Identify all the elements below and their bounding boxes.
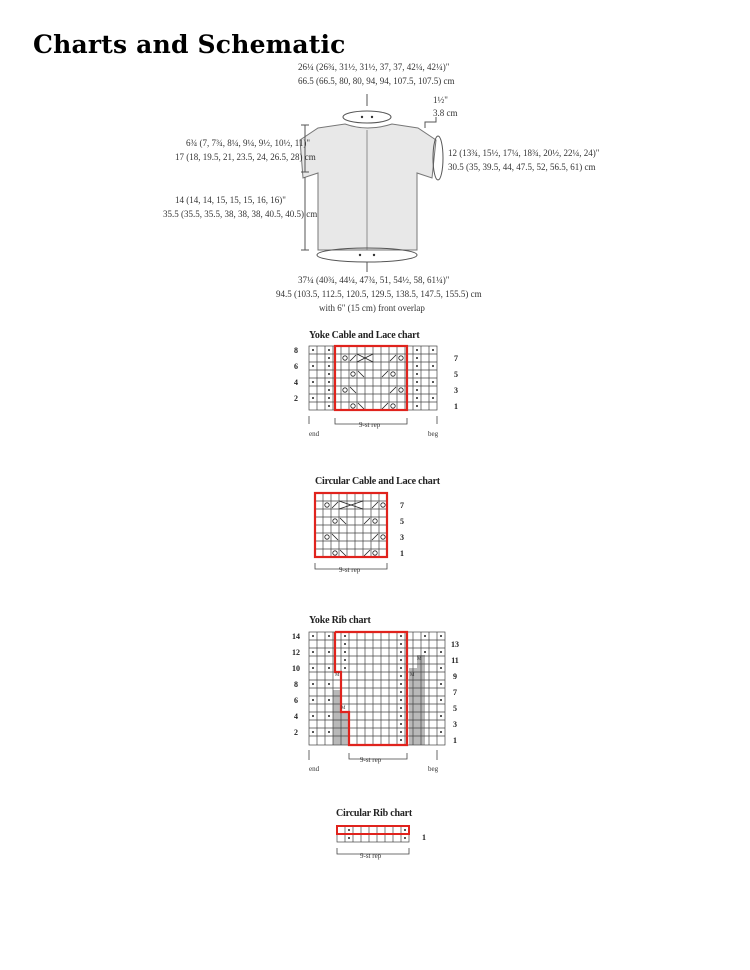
yoke-rib-cell-mark: M: [417, 657, 422, 662]
yoke-cable-row-1: 1: [454, 402, 458, 411]
yoke-rib-row-5: 5: [453, 704, 457, 713]
yoke-rib-row-2: 2: [294, 728, 298, 737]
yoke-cable-title: Yoke Cable and Lace chart: [309, 330, 420, 341]
yoke-cable-rep-label: 9-st rep: [359, 421, 381, 429]
hip-inches: 37¼ (40¾, 44¼, 47¾, 51, 54½, 58, 61¼)": [298, 275, 450, 285]
circular-cable-row-3: 3: [400, 533, 404, 542]
circular-cable-title: Circular Cable and Lace chart: [315, 476, 440, 487]
yoke-cable-beg-label: beg: [428, 430, 439, 438]
yoke-rib-row-6: 6: [294, 696, 298, 705]
circular-rib-row-1: 1: [422, 833, 426, 842]
yoke-rib-row-7: 7: [453, 688, 457, 697]
sleeve-cm: 30.5 (35, 39.5, 44, 47.5, 52, 56.5, 61) cm: [448, 162, 596, 172]
circular-cable-row-7: 7: [400, 501, 404, 510]
yoke-cable-row-2: 2: [294, 394, 298, 403]
body-length-cm: 35.5 (35.5, 35.5, 38, 38, 38, 40.5, 40.5) cm: [163, 209, 318, 219]
yoke-rib-row-9: 9: [453, 672, 457, 681]
yoke-cable-row-8: 8: [294, 346, 298, 355]
yoke-cable-row-5: 5: [454, 370, 458, 379]
yoke-rib-row-4: 4: [294, 712, 298, 721]
yoke-rib-row-11: 11: [451, 656, 459, 665]
circular-cable-row-5: 5: [400, 517, 404, 526]
yoke-rib-rep-label: 9-st rep: [360, 756, 382, 764]
body-length-inches: 14 (14, 14, 15, 15, 15, 16, 16)": [175, 195, 286, 205]
yoke-cable-end-label: end: [309, 430, 320, 438]
armhole-inches: 6¾ (7, 7¾, 8¼, 9¼, 9½, 10½, 11)": [186, 138, 311, 148]
yoke-rib-row-1: 1: [453, 736, 457, 745]
yoke-rib-beg-label: beg: [428, 765, 439, 773]
yoke-cable-row-3: 3: [454, 386, 458, 395]
yoke-cable-row-7: 7: [454, 354, 458, 363]
yoke-cable-row-6: 6: [294, 362, 298, 371]
yoke-rib-row-3: 3: [453, 720, 457, 729]
page-title: Charts and Schematic: [33, 30, 346, 59]
yoke-rib-cell-mark: M: [410, 673, 415, 678]
overlap-note: with 6" (15 cm) front overlap: [319, 303, 425, 313]
hip-cm: 94.5 (103.5, 112.5, 120.5, 129.5, 138.5, 147.5, 155.5) cm: [276, 289, 482, 299]
yoke-rib-row-10: 10: [292, 664, 300, 673]
circular-cable-row-1: 1: [400, 549, 404, 558]
circular-rib-rep-label: 9-st rep: [360, 852, 382, 860]
top-width-cm: 66.5 (66.5, 80, 80, 94, 94, 107.5, 107.5) cm: [298, 76, 455, 86]
yoke-rib-cell-mark: M: [341, 706, 346, 711]
yoke-rib-row-8: 8: [294, 680, 298, 689]
sleeve-inches: 12 (13¾, 15½, 17¼, 18¾, 20½, 22¼, 24)": [448, 148, 600, 158]
top-width-inches: 26¼ (26¾, 31½, 31½, 37, 37, 42¼, 42¼)": [298, 62, 450, 72]
neck-cm: 3.8 cm: [433, 108, 458, 118]
yoke-rib-row-12: 12: [292, 648, 300, 657]
yoke-cable-row-4: 4: [294, 378, 298, 387]
armhole-cm: 17 (18, 19.5, 21, 23.5, 24, 26.5, 28) cm: [175, 152, 316, 162]
circular-rib-repeat-box: [337, 826, 409, 834]
yoke-rib-title: Yoke Rib chart: [309, 615, 371, 626]
yoke-rib-cell-mark: M: [335, 673, 340, 678]
yoke-rib-end-label: end: [309, 765, 320, 773]
yoke-rib-row-14: 14: [292, 632, 300, 641]
neck-inches: 1½": [433, 95, 448, 105]
circular-rib-title: Circular Rib chart: [336, 808, 413, 819]
circular-cable-rep-label: 9-st rep: [339, 566, 361, 574]
yoke-rib-row-13: 13: [451, 640, 459, 649]
